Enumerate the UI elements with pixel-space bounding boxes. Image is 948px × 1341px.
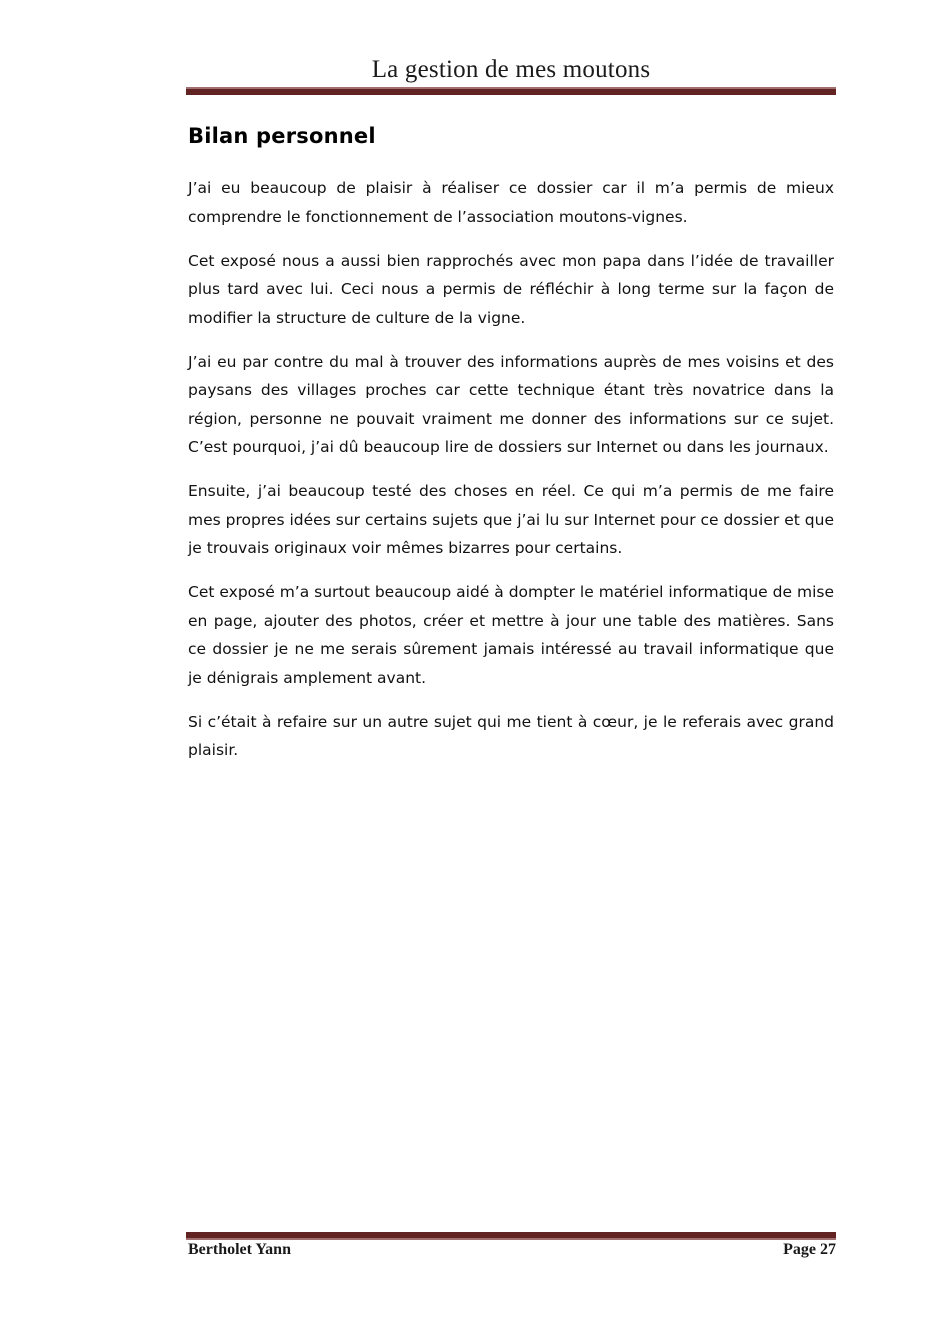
paragraph: Si c’était à refaire sur un autre sujet qui me tient à cœur, je le referais avec grand plaisir. [188,712,834,759]
paragraph: Cet exposé nous a aussi bien rapprochés avec mon papa dans l’idée de travailler plus tard avec lui. Ceci nous a permis de réfléchir à long terme sur la façon de modifier la structure de culture de la vigne. [188,251,834,327]
paragraph: J’ai eu beaucoup de plaisir à réaliser ce dossier car il m’a permis de mieux comprendre le fonctionnement de l’association moutons-vignes. [188,179,834,226]
body-text [188,174,834,780]
footer-page-number: Page 27 [783,1241,836,1258]
paragraph: Cet exposé m’a surtout beaucoup aidé à dompter le matériel informatique de mise en page, ajouter des photos, créer et mettre à jour une table des matières. Sans ce dossier je ne me serais sûrement jamais intéressé au travail informatique que je dénigrais amplement avant. [188,583,834,687]
header-rule-thick [186,89,836,95]
footer-author: Bertholet Yann [188,1241,291,1258]
paragraph: Ensuite, j’ai beaucoup testé des choses en réel. Ce qui m’a permis de me faire mes propres idées sur certains sujets que j’ai lu sur Internet pour ce dossier et que je trouvais originaux voir mêmes bizarres pour certains. [188,482,834,557]
running-header-title: La gestion de mes moutons [371,56,651,83]
paragraph: J’ai eu par contre du mal à trouver des informations auprès de mes voisins et des paysans des villages proches car cette technique étant très novatrice dans la région, personne ne pouvait vraiment me donner des informations sur ce sujet. C’est pourquoi, j’ai dû beaucoup lire de dossiers sur Internet ou dans les journaux. [188,352,834,456]
section-heading: Bilan personnel [188,124,376,148]
footer-rule-thin [186,1238,836,1240]
